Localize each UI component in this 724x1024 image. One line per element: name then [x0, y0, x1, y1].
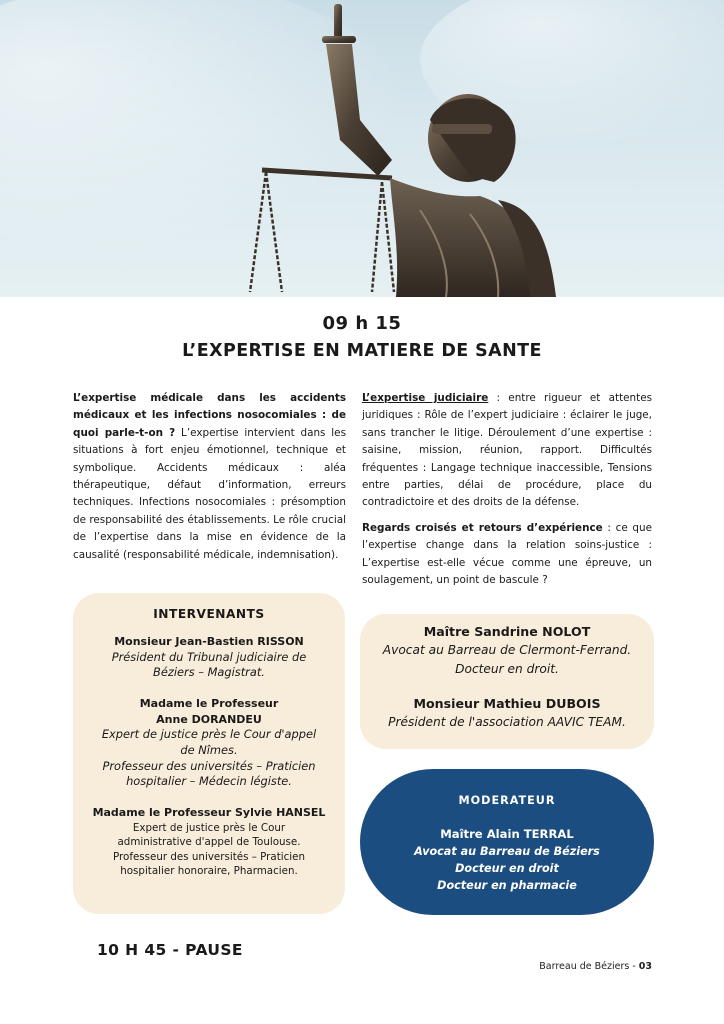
session-title: L’EXPERTISE EN MATIERE DE SANTE	[182, 341, 542, 361]
hero-image-lady-justice	[0, 0, 724, 297]
speaker-risson	[73, 634, 345, 681]
speaker-role-line: Professeur des universités – Praticien	[113, 850, 305, 863]
right-p1-body: : entre rigueur et attentes juridiques : Rôle de l’expert judiciaire : éclairer le juge, sans trancher le litige. Déroulement d’une expertise : saisine, mission, réunion, rapport. Difficultés fréquentes : Langage technique inaccessible, Tensions entre parties, délai de procédure, place du contradictoire et des droits de la défense.	[362, 392, 652, 509]
right-paragraph-1	[362, 390, 652, 512]
left-column-text	[73, 390, 346, 564]
moderator-role-line: Avocat au Barreau de Béziers	[414, 844, 600, 858]
speaker-name: Monsieur Mathieu DUBOIS	[413, 696, 601, 711]
page-number: 03	[638, 961, 652, 972]
intervenants-heading: INTERVENANTS	[153, 607, 265, 621]
speaker-nolot	[360, 623, 654, 678]
guest-speakers-card	[360, 614, 654, 749]
right-paragraph-2	[362, 520, 652, 590]
speaker-role-line: Docteur en droit.	[455, 661, 559, 676]
moderator-name: Maître Alain TERRAL	[440, 827, 574, 841]
speaker-name: Monsieur Jean-Bastien RISSON	[114, 635, 304, 648]
speaker-name: Anne DORANDEU	[156, 712, 262, 726]
moderator-card	[360, 769, 654, 915]
intervenants-card	[73, 593, 345, 914]
speaker-role-line: hospitalier – Médecin légiste.	[126, 774, 292, 789]
moderator-heading: MODERATEUR	[458, 794, 556, 807]
speaker-hansel	[73, 805, 345, 879]
speaker-role-line: Expert de justice près le Cour	[132, 821, 286, 834]
speaker-name: Madame le Professeur	[139, 697, 279, 711]
right-p2-lead: Regards croisés et retours d’expérience	[362, 521, 603, 534]
speaker-role-line: Béziers – Magistrat.	[153, 665, 265, 680]
pause-label: 10 H 45 - PAUSE	[97, 941, 243, 959]
footer-label: Barreau de Béziers -	[539, 961, 636, 972]
speaker-role-line: Avocat au Barreau de Clermont-Ferrand.	[382, 643, 632, 657]
speaker-dorandeu	[73, 696, 345, 790]
speaker-dubois	[360, 695, 654, 732]
right-p1-lead: L’expertise judiciaire	[362, 392, 489, 404]
left-lead: L’expertise médicale dans les accidents médicaux et les infections nosocomiales : de quoi parle-t-on ?	[73, 392, 346, 439]
session-time: 09 h 15	[322, 313, 402, 334]
right-p2-body: : ce que l’expertise change dans la relation soins-justice : L’expertise est-elle vécue comme une épreuve, un soulagement, un point de bascule ?	[362, 521, 652, 587]
right-column-text	[362, 390, 652, 589]
left-body: L’expertise intervient dans les situations à fort enjeu émotionnel, technique et symbolique. Accidents médicaux : aléa thérapeutique, défaut d’information, erreurs techniques. Infections nosocomiales : présomption de responsabilité des établissements. Le rôle crucial de l’expertise dans la mise en évidence de la causalité (responsabilité médicale, indemnisation).	[73, 426, 346, 561]
page-footer	[539, 961, 652, 972]
speaker-role-line: Président de l'association AAVIC TEAM.	[388, 715, 626, 729]
speaker-role-line: de Nîmes.	[180, 742, 238, 757]
speaker-name: Madame le Professeur Sylvie HANSEL	[92, 806, 326, 820]
speaker-role-line: administrative d'appel de Toulouse.	[117, 836, 301, 849]
lady-justice-illustration	[0, 0, 724, 297]
speaker-role-line: Président du Tribunal judiciaire de	[111, 649, 307, 664]
left-paragraph	[73, 390, 346, 564]
speaker-role-line: Professeur des universités – Praticien	[102, 758, 316, 773]
speaker-role-line: Expert de justice près le Cour d'appel	[101, 727, 317, 742]
speaker-name: Maître Sandrine NOLOT	[423, 624, 591, 639]
moderator-role-line: Docteur en pharmacie	[437, 878, 577, 892]
moderator-role-line: Docteur en droit	[455, 861, 559, 875]
speaker-role-line: hospitalier honoraire, Pharmacien.	[120, 865, 298, 878]
